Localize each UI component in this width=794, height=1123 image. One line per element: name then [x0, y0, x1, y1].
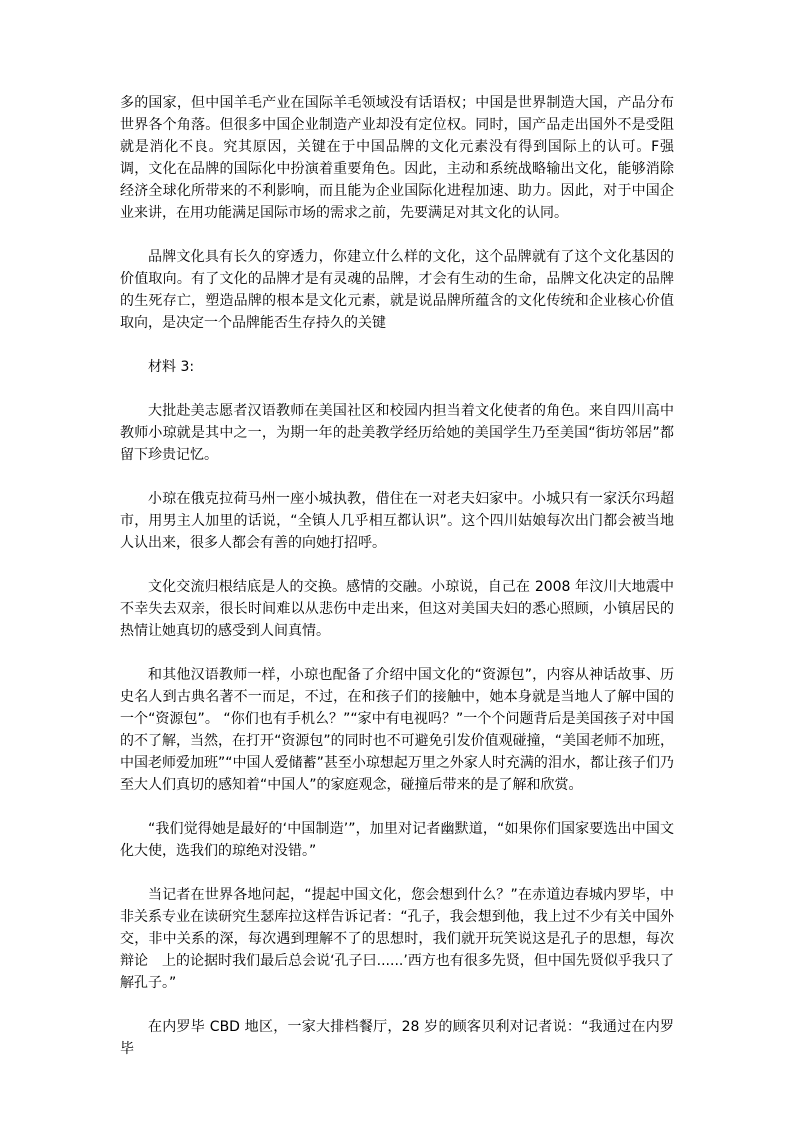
paragraph-5: 文化交流归根结底是人的交换。感情的交融。小琼说，自己在 2008 年汶川大地震中不幸失去双亲，很长时间难以从悲伤中走出来，但这对美国夫妇的悉心照顾，小镇居民的热情让她真切的感受到人间真情。 [120, 579, 674, 639]
paragraph-gap [120, 862, 674, 884]
paragraph-gap [120, 224, 674, 246]
paragraph-1: 多的国家，但中国羊毛产业在国际羊毛领域没有话语权；中国是世界制造大国，产品分布世界各个角落。但很多中国企业制造产业却没有定位权。同时，国产品走出国外不是受阻就是消化不良。究其原因，关键在于中国品牌的文化元素没有得到国际上的认可。F强调，文化在品牌的国际化中扮演着重要角色。因此，主动和系统战略输出文化，能够消除经济全球化所带来的不利影响，而且能为企业国际化进程加速、助力。因此，对于中国企业来讲，在用功能满足国际市场的需求之前，先要满足对其文化的认同。 [120, 95, 674, 221]
paragraph-gap [120, 796, 674, 818]
paragraph-gap [120, 642, 674, 664]
paragraph-gap [120, 334, 674, 356]
paragraph-gap [120, 466, 674, 488]
paragraph-7: “我们觉得她是最好的‘中国制造’”，加里对记者幽默道，“如果你们国家要选出中国文化大使，选我们的琼绝对没错。” [120, 821, 674, 859]
paragraph-gap [120, 554, 674, 576]
paragraph-gap [120, 378, 674, 400]
paragraph-gap [120, 994, 674, 1016]
paragraph-9: 在内罗毕 CBD 地区，一家大排档餐厅，28 岁的顾客贝利对记者说：“我通过在内罗毕 [120, 1019, 674, 1057]
paragraph-2: 品牌文化具有长久的穿透力，你建立什么样的文化，这个品牌就有了这个文化基因的价值取向。有了文化的品牌才是有灵魂的品牌，才会有生动的生命，品牌文化决定的品牌的生死存亡，塑造品牌的根本是文化元素，就是说品牌所蕴含的文化传统和企业核心价值取向，是决定一个品牌能否生存持久的关键 [120, 249, 674, 331]
paragraph-4: 小琼在俄克拉荷马州一座小城执教，借住在一对老夫妇家中。小城只有一家沃尔玛超市，用男主人加里的话说，“全镇人几乎相互都认识”。这个四川姑娘每次出门都会被当地人认出来，很多人都会有善的向她打招呼。 [120, 491, 674, 551]
section-heading-material-3: 材料 3: [148, 359, 195, 375]
paragraph-6: 和其他汉语教师一样，小琼也配备了介绍中国文化的“资源包”，内容从神话故事、历史名人到古典名著不一而足，不过，在和孩子们的接触中，她本身就是当地人了解中国的一个“资源包”。 “你们也有手机么？”“家中有电视吗？”一个个问题背后是美国孩子对中国的不了解，当然，在打开“资源包”的同时也不可避免引发价值观碰撞，“美国老师不加班，中国老师爱加班”“中国人爱储蓄”甚至小琼想起万里之外家人时充满的泪水，都让孩子们乃至大人们真切的感知着“中国人”的家庭观念，碰撞后带来的是了解和欣赏。 [120, 667, 674, 793]
paragraph-8: 当记者在世界各地问起，“提起中国文化，您会想到什么？”在赤道边春城内罗毕，中非关系专业在读研究生瑟库拉这样告诉记者：“孔子，我会想到他，我上过不少有关中国外交，非中关系的深，每次遇到理解不了的思想时，我们就开玩笑说这是孔子的思想，每次辩论 上的论据时我们最后总会说‘孔子曰......’西方也有很多先贤，但中国先贤似乎我只了解孔子。” [120, 887, 674, 991]
paragraph-3: 大批赴美志愿者汉语教师在美国社区和校园内担当着文化使者的角色。来自四川高中教师小琼就是其中之一，为期一年的赴美教学经历给她的美国学生乃至美国“街坊邻居”都留下珍贵记忆。 [120, 403, 674, 463]
